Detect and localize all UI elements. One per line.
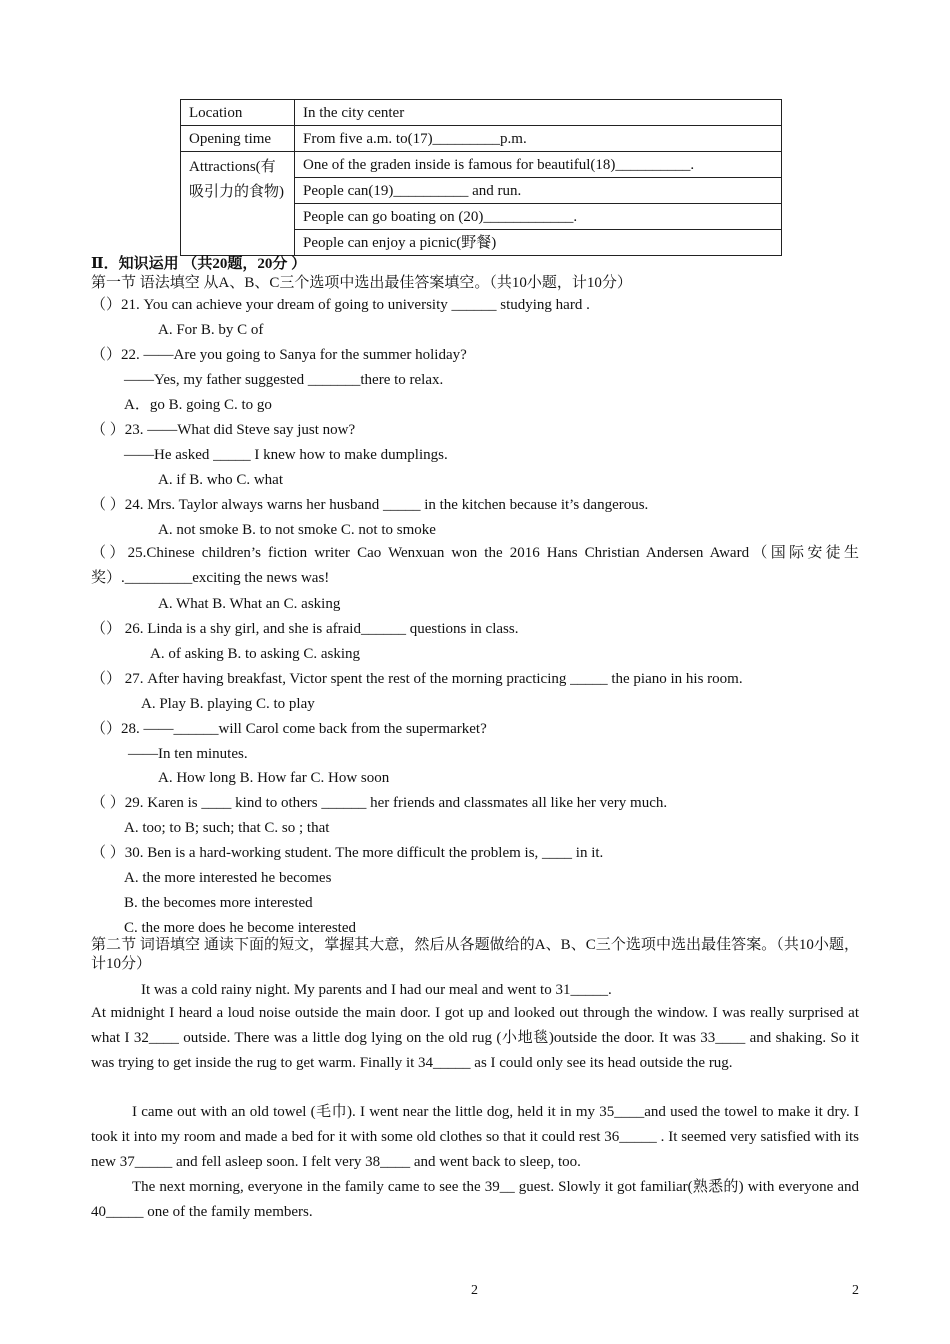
table-cell-value: One of the graden inside is famous for beautiful(18)__________. xyxy=(295,152,782,178)
question-22-options: A．go B. going C. to go xyxy=(124,397,272,413)
question-22: （）22. ——Are you going to Sanya for the summer holiday? xyxy=(91,347,467,363)
question-30-option-b: B. the becomes more interested xyxy=(124,895,313,911)
table-cell-value: From five a.m. to(17)_________p.m. xyxy=(295,126,782,152)
question-23: （ ）23. ——What did Steve say just now? xyxy=(91,422,356,438)
question-27: （） 27. After having breakfast, Victor spent the rest of the morning practicing _____ the piano in his room. xyxy=(91,671,743,687)
passage-paragraph-2: I came out with an old towel (毛巾). I went near the little dog, held it in my 35____and used the towel to make it dry. I took it into my room and made a bed for it with some old clothes so that it could rest 36_____ . It seemed very satisfied with its new 37_____ and fell asleep soon. I felt very 38____ and went back to sleep, too. xyxy=(91,1104,859,1170)
table-row xyxy=(181,100,782,126)
question-30: （ ）30. Ben is a hard-working student. The more difficult the problem is, ____ in it. xyxy=(91,845,604,861)
table-cell-attractions-label: Attractions(有吸引力的食物) xyxy=(181,152,295,256)
table-row xyxy=(181,152,782,178)
question-28-options: A. How long B. How far C. How soon xyxy=(158,770,390,786)
question-22-line2: ——Yes, my father suggested _______there to relax. xyxy=(124,372,444,388)
question-23-options: A. if B. who C. what xyxy=(158,472,283,488)
info-table xyxy=(180,99,782,256)
table-cell-value: People can(19)__________ and run. xyxy=(295,178,782,204)
page-number-right: 2 xyxy=(852,1283,859,1298)
question-21: （）21. You can achieve your dream of going to university ______ studying hard . xyxy=(91,297,590,313)
question-30-option-c: C. the more does he become interested xyxy=(124,920,357,936)
table-cell-value: People can enjoy a picnic(野餐) xyxy=(295,230,782,256)
table-cell-label: Location xyxy=(181,100,295,126)
question-25-options: A. What B. What an C. asking xyxy=(158,596,341,612)
passage-line1: It was a cold rainy night. My parents and I had our meal and went to 31_____. xyxy=(141,982,612,998)
question-24-options: A. not smoke B. to not smoke C. not to smoke xyxy=(158,522,436,538)
table-cell-value: In the city center xyxy=(295,100,782,126)
question-24: （ ）24. Mrs. Taylor always warns her husband _____ in the kitchen because it’s dangerous. xyxy=(91,497,649,513)
question-27-options: A. Play B. playing C. to play xyxy=(141,696,315,712)
table-cell-value: People can go boating on (20)____________. xyxy=(295,204,782,230)
question-28: （）28. ——______will Carol come back from the supermarket? xyxy=(91,721,487,737)
question-21-options: A. For B. by C of xyxy=(158,322,264,338)
question-28-line2: ——In ten minutes. xyxy=(128,746,248,762)
passage-paragraph-3: The next morning, everyone in the family came to see the 39__ guest. Slowly it got familiar(熟悉的) with everyone and 40_____ one of the family members. xyxy=(91,1179,859,1220)
page-number-center: 2 xyxy=(471,1283,478,1298)
table-row xyxy=(181,126,782,152)
question-29: （ ）29. Karen is ____ kind to others ______ her friends and classmates all like her very much. xyxy=(91,795,668,811)
passage-paragraph-1: At midnight I heard a loud noise outside the main door. I got up and looked out through the window. I was really surprised at what I 32____ outside. There was a little dog lying on the old rug (小地毯)outside the door. It was 33____ and shaking. So it was trying to get inside the rug to get warm. Finally it 34_____ as I could only see its head outside the rug. xyxy=(91,1005,859,1071)
question-23-line2: ——He asked _____ I knew how to make dumplings. xyxy=(124,447,448,463)
section-title: Ⅱ．知识运用 （共20题，20分 ） xyxy=(91,256,307,272)
question-25: （）25.Chinese children’s fiction writer Cao Wenxuan won the 2016 Hans Christian Andersen Award（国际安徒生奖）._________exciting the news was! xyxy=(91,545,859,586)
part2-title: 第二节 词语填空 通读下面的短文，掌握其大意，然后从各题做给的A、B、C三个选项中选出最佳答案。（共10小题，计10分） xyxy=(91,937,859,972)
question-26: （） 26. Linda is a shy girl, and she is afraid______ questions in class. xyxy=(91,621,519,637)
question-29-options: A. too; to B; such; that C. so ; that xyxy=(124,820,330,836)
question-30-option-a: A. the more interested he becomes xyxy=(124,870,332,886)
part1-title: 第一节 语法填空 从A、B、C三个选项中选出最佳答案填空。（共10小题，计10分） xyxy=(91,275,632,291)
table-cell-label: Opening time xyxy=(181,126,295,152)
question-26-options: A. of asking B. to asking C. asking xyxy=(150,646,360,662)
